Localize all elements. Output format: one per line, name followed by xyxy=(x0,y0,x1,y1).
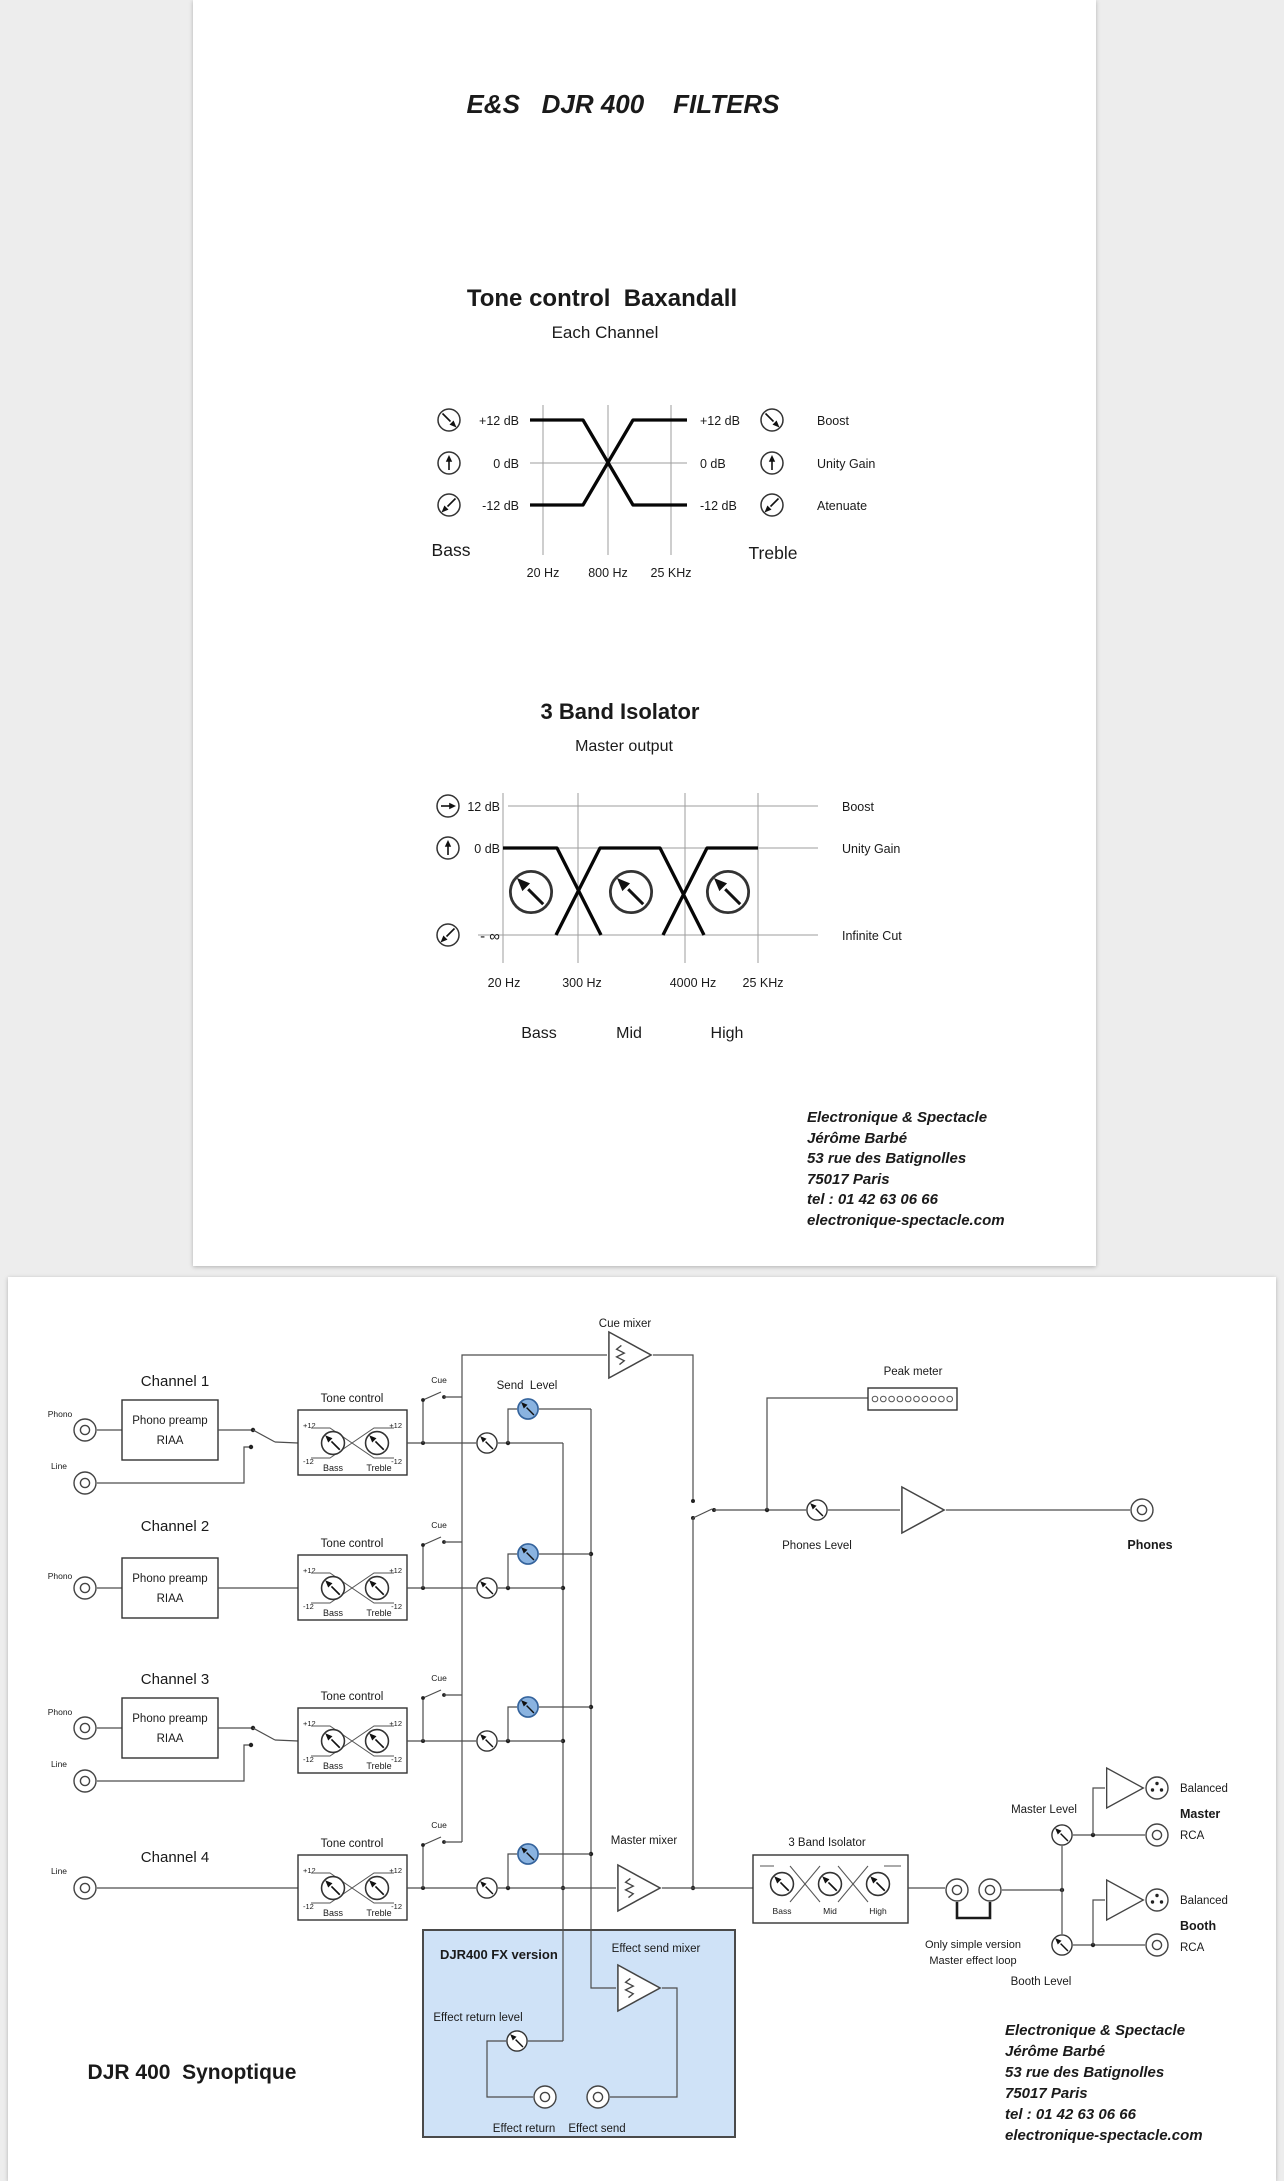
channel-title: Channel 4 xyxy=(140,1849,210,1866)
bass-knob-icon[interactable] xyxy=(322,1577,345,1600)
effect-return-level-knob-icon[interactable] xyxy=(507,2031,527,2051)
wire xyxy=(508,1854,517,1888)
riaa-label: RIAA xyxy=(156,1593,184,1605)
baxandall-subtitle: Each Channel xyxy=(551,323,659,342)
channel-level-knob-icon[interactable] xyxy=(477,1878,497,1898)
booth-level-knob-icon[interactable] xyxy=(1052,1935,1072,1955)
booth-balanced-amp-icon xyxy=(1107,1880,1144,1920)
phono-jack-icon xyxy=(74,1419,96,1441)
phono-preamp-box xyxy=(122,1400,218,1460)
channel-title: Channel 1 xyxy=(140,1373,210,1390)
tone-control-block xyxy=(298,1691,407,1773)
legend-boost: Boost xyxy=(842,800,874,814)
minus12-label: -12 xyxy=(391,1902,402,1911)
tick-4000hz: 4000 Hz xyxy=(669,976,717,990)
effect-loop-jumper xyxy=(957,1902,990,1918)
send-level-knob-icon[interactable] xyxy=(518,1544,538,1564)
minus12-label: -12 xyxy=(303,1755,314,1764)
send-level-knob-icon[interactable] xyxy=(518,1844,538,1864)
cue-switch[interactable] xyxy=(423,1690,441,1698)
treble-knob-icon[interactable] xyxy=(366,1877,389,1900)
bass-label: Bass xyxy=(772,1906,792,1916)
legend-atenuate: Atenuate xyxy=(817,499,868,513)
atenuate-knob-icon xyxy=(761,494,783,516)
effect-return-level-label: Effect return level xyxy=(433,2012,523,2024)
phono-input-label: Phono xyxy=(47,1707,73,1717)
minus12-label: -12 xyxy=(303,1457,314,1466)
cue-label: Cue xyxy=(431,1673,447,1683)
wire xyxy=(275,1442,298,1443)
effect-send-jack-icon xyxy=(587,2086,609,2108)
plus12-label: +12 xyxy=(303,1421,316,1430)
channel-1 xyxy=(48,1373,591,1494)
legend-unity-gain: Unity Gain xyxy=(817,457,876,471)
boost-knob-icon xyxy=(761,409,783,431)
wire xyxy=(1093,1788,1105,1835)
page-title: E&S DJR 400 FILTERS xyxy=(466,89,780,119)
left-0db-label: 0 dB xyxy=(474,842,500,856)
channel-2 xyxy=(48,1518,591,1620)
contact-street: 53 rue des Batignolles xyxy=(1005,2064,1165,2081)
plus12-label: +12 xyxy=(389,1719,402,1728)
isolator-figure xyxy=(437,699,902,1042)
legend-unity-gain: Unity Gain xyxy=(842,842,901,856)
bass-label: Bass xyxy=(322,1908,344,1918)
right-0db-label: 0 dB xyxy=(700,457,726,471)
isolator-subtitle: Master output xyxy=(575,738,673,755)
tick-25khz: 25 KHz xyxy=(742,976,784,990)
switch-contact-dot xyxy=(421,1843,425,1847)
master-level-label: Master Level xyxy=(1011,1804,1077,1816)
master-rca-label: RCA xyxy=(1180,1830,1205,1842)
bass-knob-icon[interactable] xyxy=(322,1877,345,1900)
bass-axis-label: Bass xyxy=(431,540,471,560)
phono-preamp-box xyxy=(122,1698,218,1758)
channel-level-knob-icon[interactable] xyxy=(477,1578,497,1598)
fx-version-box xyxy=(423,1930,735,2137)
channel-title: Channel 3 xyxy=(140,1671,210,1688)
isolator-high-knob-icon[interactable] xyxy=(867,1873,890,1896)
contact-phone: tel : 01 42 63 06 66 xyxy=(1005,2106,1136,2123)
left-infinity-label: - ∞ xyxy=(480,928,500,945)
phones-amp-icon xyxy=(902,1487,944,1533)
cue-monitor-section xyxy=(599,1318,1173,1890)
contact-block xyxy=(1005,2022,1203,2144)
riaa-label: RIAA xyxy=(156,1733,184,1745)
line-input-label: Line xyxy=(50,1759,68,1769)
cue-switch[interactable] xyxy=(423,1537,441,1545)
treble-label: Treble xyxy=(366,1463,392,1473)
booth-balanced-label: Balanced xyxy=(1180,1895,1228,1907)
isolator-title: 3 Band Isolator xyxy=(540,699,700,724)
minus12-label: -12 xyxy=(303,1902,314,1911)
cue-bus-wire xyxy=(462,1355,607,1842)
wire xyxy=(508,1707,517,1741)
minus12-label: -12 xyxy=(391,1457,402,1466)
fx-version-label: DJR400 FX version xyxy=(440,1947,558,1962)
tick-25khz: 25 KHz xyxy=(650,566,692,580)
treble-knob-icon[interactable] xyxy=(366,1730,389,1753)
channel-3 xyxy=(48,1671,591,1792)
tone-control-block xyxy=(298,1538,407,1620)
band-label-bass: Bass xyxy=(521,1025,557,1042)
wire xyxy=(275,1740,298,1741)
line-jack-icon xyxy=(74,1770,96,1792)
contact-company: Electronique & Spectacle xyxy=(1005,2022,1186,2039)
boost-knob-icon xyxy=(438,409,460,431)
bass-label: Bass xyxy=(322,1463,344,1473)
contact-city: 75017 Paris xyxy=(1005,2085,1088,2102)
baxandall-figure xyxy=(432,285,876,580)
treble-label: Treble xyxy=(366,1761,392,1771)
wire xyxy=(508,1409,517,1443)
preamp-label: Phono preamp xyxy=(132,1573,208,1585)
loop-note-line2: Master effect loop xyxy=(929,1955,1017,1967)
input-select-switch[interactable] xyxy=(253,1430,275,1442)
page-1-filters xyxy=(193,0,1096,1266)
tone-control-label: Tone control xyxy=(320,1838,384,1850)
effect-loop-return-jack-icon xyxy=(979,1879,1001,1901)
send-level-label: Send Level xyxy=(496,1380,558,1392)
wire xyxy=(1093,1900,1105,1945)
booth-rca-jack-icon xyxy=(1146,1934,1168,1956)
contact-website: electronique-spectacle.com xyxy=(807,1212,1005,1229)
bass-knob-icon[interactable] xyxy=(322,1432,345,1455)
legend-infinite-cut: Infinite Cut xyxy=(842,929,902,943)
line-input-label: Line xyxy=(50,1866,68,1876)
switch-contact-dot xyxy=(249,1743,253,1747)
switch-contact-dot xyxy=(691,1499,695,1503)
phono-preamp-box xyxy=(122,1558,218,1618)
baxandall-title: Tone control Baxandall xyxy=(466,285,738,312)
peak-meter-label: Peak meter xyxy=(883,1366,943,1378)
effect-loop-send-jack-icon xyxy=(946,1879,968,1901)
treble-axis-label: Treble xyxy=(748,543,798,563)
treble-knob-icon[interactable] xyxy=(366,1577,389,1600)
tone-control-label: Tone control xyxy=(320,1691,384,1703)
isolator-label: 3 Band Isolator xyxy=(788,1837,866,1849)
mid-label: Mid xyxy=(823,1906,837,1916)
cue-switch[interactable] xyxy=(423,1837,441,1845)
left-plus12-label: +12 dB xyxy=(479,414,519,428)
high-label: High xyxy=(869,1906,887,1916)
left-0db-label: 0 dB xyxy=(493,457,519,471)
wire xyxy=(767,1398,868,1510)
page-2-synoptique xyxy=(8,1277,1276,2181)
booth-rca-label: RCA xyxy=(1180,1942,1205,1954)
tick-20hz: 20 Hz xyxy=(526,566,560,580)
riaa-label: RIAA xyxy=(156,1435,184,1447)
line-jack-icon xyxy=(74,1472,96,1494)
line-jack-icon xyxy=(74,1877,96,1899)
plus12-label: +12 xyxy=(389,1566,402,1575)
high-band-knob-icon xyxy=(707,871,748,912)
switch-contact-dot xyxy=(421,1398,425,1402)
plus12-label: +12 xyxy=(389,1866,402,1875)
master-balanced-label: Balanced xyxy=(1180,1783,1228,1795)
switch-contact-dot xyxy=(421,1543,425,1547)
effect-return-label: Effect return xyxy=(492,2123,556,2135)
phones-level-knob-icon[interactable] xyxy=(807,1500,827,1520)
tone-control-label: Tone control xyxy=(320,1538,384,1550)
right-plus12-label: +12 dB xyxy=(700,414,740,428)
master-mixer-amp-icon xyxy=(618,1865,660,1911)
cue-mixer-amp-icon xyxy=(609,1332,651,1378)
unity-knob-icon xyxy=(437,837,459,859)
contact-street: 53 rue des Batignolles xyxy=(807,1150,967,1167)
contact-website: electronique-spectacle.com xyxy=(1005,2127,1203,2144)
isolator-bass-knob-icon[interactable] xyxy=(771,1873,794,1896)
cue-mixer-label: Cue mixer xyxy=(598,1318,652,1330)
minus12-label: -12 xyxy=(391,1602,402,1611)
contact-company: Electronique & Spectacle xyxy=(807,1109,988,1126)
peak-meter xyxy=(868,1388,957,1410)
phono-input-label: Phono xyxy=(47,1409,73,1419)
tone-control-block xyxy=(298,1838,407,1920)
send-level-knob-icon[interactable] xyxy=(518,1399,538,1419)
tick-20hz: 20 Hz xyxy=(487,976,521,990)
channel-title: Channel 2 xyxy=(140,1518,210,1535)
master-level-knob-icon[interactable] xyxy=(1052,1825,1072,1845)
effect-send-label: Effect send xyxy=(568,2123,626,2135)
channel-4 xyxy=(51,1820,591,1920)
phones-jack-icon xyxy=(1131,1499,1153,1521)
filters-page-drawing xyxy=(193,0,1096,1266)
boost-knob-icon xyxy=(437,795,459,817)
phones-source-switch[interactable] xyxy=(693,1509,712,1518)
tick-800hz: 800 Hz xyxy=(588,566,628,580)
phones-label: Phones xyxy=(1127,1538,1173,1552)
left-12db-label: 12 dB xyxy=(467,800,500,814)
atenuate-knob-icon xyxy=(438,494,460,516)
preamp-label: Phono preamp xyxy=(132,1713,208,1725)
band-label-mid: Mid xyxy=(616,1025,642,1042)
send-level-knob-icon[interactable] xyxy=(518,1697,538,1717)
effect-return-jack-icon xyxy=(534,2086,556,2108)
infinite-cut-knob-icon xyxy=(437,924,459,946)
line-input-label: Line xyxy=(50,1461,68,1471)
loop-note-line1: Only simple version xyxy=(925,1939,1021,1951)
minus12-label: -12 xyxy=(303,1602,314,1611)
synoptique-drawing xyxy=(8,1277,1276,2181)
contact-block xyxy=(807,1109,1005,1229)
phones-level-label: Phones Level xyxy=(782,1540,852,1552)
channel-level-knob-icon[interactable] xyxy=(477,1731,497,1751)
left-minus12-label: -12 dB xyxy=(482,499,519,513)
bass-label: Bass xyxy=(322,1608,344,1618)
switch-contact-dot xyxy=(249,1445,253,1449)
bass-band-knob-icon xyxy=(510,871,551,912)
effect-send-mixer-label: Effect send mixer xyxy=(611,1943,701,1955)
phono-jack-icon xyxy=(74,1717,96,1739)
booth-xlr-icon xyxy=(1146,1889,1168,1911)
unity-knob-icon xyxy=(438,452,460,474)
synoptique-title: DJR 400 Synoptique xyxy=(87,2061,297,2084)
treble-label: Treble xyxy=(366,1608,392,1618)
cue-label: Cue xyxy=(431,1375,447,1385)
plus12-label: +12 xyxy=(303,1719,316,1728)
treble-label: Treble xyxy=(366,1908,392,1918)
channel-level-knob-icon[interactable] xyxy=(477,1433,497,1453)
input-select-switch[interactable] xyxy=(253,1728,275,1740)
phono-jack-icon xyxy=(74,1577,96,1599)
band-label-high: High xyxy=(710,1025,744,1042)
master-output-label: Master xyxy=(1180,1807,1221,1821)
plus12-label: +12 xyxy=(303,1566,316,1575)
cue-label: Cue xyxy=(431,1520,447,1530)
tick-300hz: 300 Hz xyxy=(562,976,602,990)
tone-control-label: Tone control xyxy=(320,1393,384,1405)
master-mixer-label: Master mixer xyxy=(610,1835,678,1847)
contact-phone: tel : 01 42 63 06 66 xyxy=(807,1191,938,1208)
unity-knob-icon xyxy=(761,452,783,474)
booth-level-label: Booth Level xyxy=(1010,1976,1072,1988)
legend-boost: Boost xyxy=(817,414,849,428)
plus12-label: +12 xyxy=(389,1421,402,1430)
preamp-label: Phono preamp xyxy=(132,1415,208,1427)
bass-label: Bass xyxy=(322,1761,344,1771)
contact-city: 75017 Paris xyxy=(807,1171,890,1188)
phono-input-label: Phono xyxy=(47,1571,73,1581)
minus12-label: -12 xyxy=(391,1755,402,1764)
switch-contact-dot xyxy=(421,1696,425,1700)
right-minus12-label: -12 dB xyxy=(700,499,737,513)
cue-switch[interactable] xyxy=(423,1392,441,1400)
booth-output-label: Booth xyxy=(1180,1919,1217,1933)
master-rca-jack-icon xyxy=(1146,1824,1168,1846)
treble-knob-icon[interactable] xyxy=(366,1432,389,1455)
bass-knob-icon[interactable] xyxy=(322,1730,345,1753)
contact-name: Jérôme Barbé xyxy=(807,1130,908,1147)
wire xyxy=(508,1554,517,1588)
master-balanced-amp-icon xyxy=(1107,1768,1144,1808)
isolator-mid-knob-icon[interactable] xyxy=(819,1873,842,1896)
send-bus-wire xyxy=(591,1409,616,1988)
master-xlr-icon xyxy=(1146,1777,1168,1799)
mid-band-knob-icon xyxy=(610,871,651,912)
wire xyxy=(653,1355,693,1501)
tone-control-block xyxy=(298,1393,407,1475)
contact-name: Jérôme Barbé xyxy=(1005,2043,1106,2060)
plus12-label: +12 xyxy=(303,1866,316,1875)
cue-label: Cue xyxy=(431,1820,447,1830)
